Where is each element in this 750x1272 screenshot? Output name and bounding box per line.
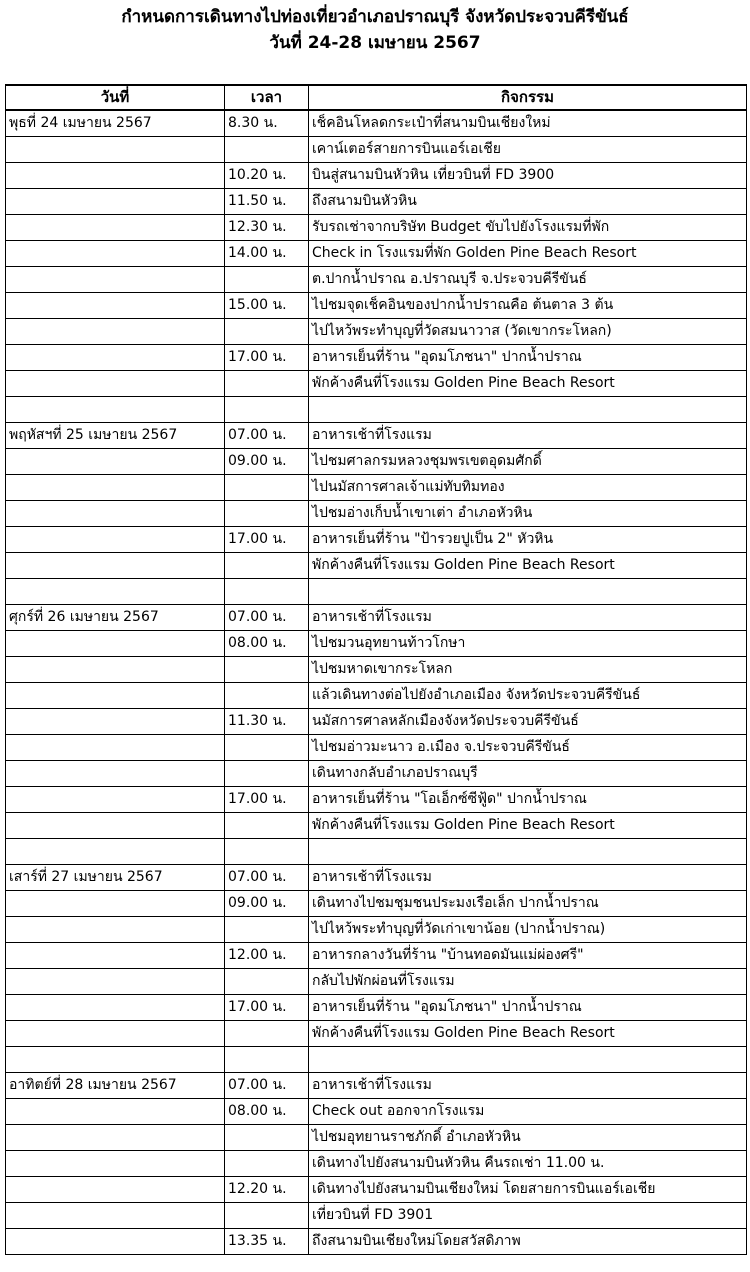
activity-cell: ไปไหว้พระทำบุญที่วัดสมนาวาส (วัดเขากระโหลก)	[309, 319, 747, 345]
table-row	[6, 293, 747, 319]
day-cell	[6, 1203, 225, 1229]
time-cell: 17.00 น.	[225, 787, 309, 813]
time-cell: 12.00 น.	[225, 943, 309, 969]
activity-cell: เคาน์เตอร์สายการบินแอร์เอเชีย	[309, 137, 747, 163]
activity-cell: ไปชมศาลกรมหลวงชุมพรเขตอุดมศักดิ์	[309, 449, 747, 475]
time-cell	[225, 1021, 309, 1047]
header-time: เวลา	[225, 85, 309, 110]
table-row	[6, 761, 747, 787]
time-cell	[225, 1151, 309, 1177]
day-cell	[6, 475, 225, 501]
table-row	[6, 423, 747, 449]
day-cell	[6, 1177, 225, 1203]
activity-cell: อาหารเย็นที่ร้าน "อุดมโภชนา" ปากน้ำปราณ	[309, 345, 747, 371]
day-cell	[6, 1229, 225, 1255]
time-cell: 14.00 น.	[225, 241, 309, 267]
day-cell	[6, 553, 225, 579]
time-cell: 07.00 น.	[225, 605, 309, 631]
table-row	[6, 1203, 747, 1229]
activity-cell: พักค้างคืนที่โรงแรม Golden Pine Beach Resort	[309, 553, 747, 579]
header-activity: กิจกรรม	[309, 85, 747, 110]
table-row	[6, 163, 747, 189]
table-row	[6, 345, 747, 371]
activity-cell: อาหารเช้าที่โรงแรม	[309, 423, 747, 449]
day-cell	[6, 631, 225, 657]
day-cell: อาทิตย์ที่ 28 เมษายน 2567	[6, 1073, 225, 1099]
activity-cell: เดินทางกลับอำเภอปราณบุรี	[309, 761, 747, 787]
day-cell	[6, 397, 225, 423]
table-row	[6, 319, 747, 345]
table-row	[6, 969, 747, 995]
day-cell	[6, 761, 225, 787]
time-cell: 17.00 น.	[225, 995, 309, 1021]
time-cell: 11.50 น.	[225, 189, 309, 215]
time-cell	[225, 917, 309, 943]
table-row	[6, 1229, 747, 1255]
day-cell	[6, 579, 225, 605]
time-cell	[225, 1125, 309, 1151]
day-cell	[6, 527, 225, 553]
day-cell	[6, 943, 225, 969]
activity-cell: เดินทางไปยังสนามบินหัวหิน คืนรถเช่า 11.00 น.	[309, 1151, 747, 1177]
table-row	[6, 1073, 747, 1099]
activity-cell: ไปชมหาดเขากระโหลก	[309, 657, 747, 683]
table-row	[6, 449, 747, 475]
activity-cell: Check in โรงแรมที่พัก Golden Pine Beach Resort	[309, 241, 747, 267]
day-cell	[6, 345, 225, 371]
table-row	[6, 397, 747, 423]
table-row	[6, 891, 747, 917]
day-cell	[6, 371, 225, 397]
document-subtitle-dates: วันที่ 24-28 เมษายน 2567	[269, 33, 481, 53]
activity-cell: ถึงสนามบินเชียงใหม่โดยสวัสดิภาพ	[309, 1229, 747, 1255]
itinerary-body	[6, 110, 747, 1255]
day-cell	[6, 163, 225, 189]
day-cell	[6, 891, 225, 917]
table-row	[6, 839, 747, 865]
day-cell	[6, 813, 225, 839]
time-cell	[225, 553, 309, 579]
day-cell: พฤหัสฯที่ 25 เมษายน 2567	[6, 423, 225, 449]
day-cell	[6, 189, 225, 215]
time-cell: 12.20 น.	[225, 1177, 309, 1203]
time-cell	[225, 137, 309, 163]
day-cell	[6, 683, 225, 709]
day-cell	[6, 1021, 225, 1047]
table-row	[6, 1125, 747, 1151]
time-cell	[225, 969, 309, 995]
activity-cell: พักค้างคืนที่โรงแรม Golden Pine Beach Resort	[309, 1021, 747, 1047]
table-row	[6, 1151, 747, 1177]
activity-cell: อาหารเช้าที่โรงแรม	[309, 605, 747, 631]
activity-cell: อาหารเย็นที่ร้าน "ป้ารวยปูเป็น 2" หัวหิน	[309, 527, 747, 553]
day-cell	[6, 787, 225, 813]
day-cell: เสาร์ที่ 27 เมษายน 2567	[6, 865, 225, 891]
day-cell	[6, 839, 225, 865]
activity-cell: ต.ปากน้ำปราณ อ.ปราณบุรี จ.ประจวบคีรีขันธ์	[309, 267, 747, 293]
table-row	[6, 215, 747, 241]
day-cell	[6, 241, 225, 267]
day-cell	[6, 1047, 225, 1073]
time-cell: 17.00 น.	[225, 345, 309, 371]
time-cell	[225, 839, 309, 865]
activity-cell	[309, 397, 747, 423]
day-cell	[6, 1099, 225, 1125]
time-cell	[225, 579, 309, 605]
activity-cell: นมัสการศาลหลักเมืองจังหวัดประจวบคีรีขันธ์	[309, 709, 747, 735]
activity-cell: ไปชมวนอุทยานท้าวโกษา	[309, 631, 747, 657]
day-cell: พุธที่ 24 เมษายน 2567	[6, 110, 225, 137]
time-cell: 07.00 น.	[225, 1073, 309, 1099]
day-cell	[6, 917, 225, 943]
activity-cell: Check out ออกจากโรงแรม	[309, 1099, 747, 1125]
activity-cell: กลับไปพักผ่อนที่โรงแรม	[309, 969, 747, 995]
time-cell: 07.00 น.	[225, 865, 309, 891]
activity-cell	[309, 839, 747, 865]
time-cell: 13.35 น.	[225, 1229, 309, 1255]
table-row	[6, 995, 747, 1021]
time-cell: 15.00 น.	[225, 293, 309, 319]
time-cell	[225, 813, 309, 839]
time-cell: 09.00 น.	[225, 449, 309, 475]
activity-cell	[309, 579, 747, 605]
time-cell: 17.00 น.	[225, 527, 309, 553]
activity-cell: อาหารกลางวันที่ร้าน "บ้านทอดมันแม่ผ่องศรี"	[309, 943, 747, 969]
time-cell: 08.00 น.	[225, 1099, 309, 1125]
day-cell	[6, 501, 225, 527]
activity-cell: พักค้างคืนที่โรงแรม Golden Pine Beach Resort	[309, 371, 747, 397]
activity-cell	[309, 1047, 747, 1073]
day-cell	[6, 995, 225, 1021]
activity-cell: ไปชมจุดเช็คอินของปากน้ำปราณคือ ต้นตาล 3 ต้น	[309, 293, 747, 319]
header-day: วันที่	[6, 85, 225, 110]
day-cell	[6, 709, 225, 735]
day-cell	[6, 215, 225, 241]
day-cell	[6, 319, 225, 345]
activity-cell: เที่ยวบินที่ FD 3901	[309, 1203, 747, 1229]
time-cell: 11.30 น.	[225, 709, 309, 735]
activity-cell: รับรถเช่าจากบริษัท Budget ขับไปยังโรงแรมที่พัก	[309, 215, 747, 241]
day-cell	[6, 293, 225, 319]
activity-cell: เดินทางไปยังสนามบินเชียงใหม่ โดยสายการบินแอร์เอเชีย	[309, 1177, 747, 1203]
time-cell	[225, 761, 309, 787]
table-row	[6, 241, 747, 267]
table-row	[6, 813, 747, 839]
table-row	[6, 189, 747, 215]
table-row	[6, 1177, 747, 1203]
time-cell	[225, 319, 309, 345]
activity-cell: เช็คอินโหลดกระเป๋าที่สนามบินเชียงใหม่	[309, 110, 747, 137]
table-row	[6, 137, 747, 163]
time-cell	[225, 683, 309, 709]
activity-cell: อาหารเช้าที่โรงแรม	[309, 1073, 747, 1099]
activity-cell: ไปชมอ่างเก็บน้ำเขาเต่า อำเภอหัวหิน	[309, 501, 747, 527]
activity-cell: เดินทางไปชมชุมชนประมงเรือเล็ก ปากน้ำปราณ	[309, 891, 747, 917]
time-cell: 09.00 น.	[225, 891, 309, 917]
table-row	[6, 735, 747, 761]
time-cell	[225, 267, 309, 293]
table-row	[6, 501, 747, 527]
time-cell	[225, 735, 309, 761]
table-row	[6, 553, 747, 579]
time-cell	[225, 371, 309, 397]
day-cell	[6, 1151, 225, 1177]
day-cell	[6, 449, 225, 475]
table-row	[6, 579, 747, 605]
activity-cell: ไปนมัสการศาลเจ้าแม่ทับทิมทอง	[309, 475, 747, 501]
itinerary-table	[5, 84, 747, 1255]
activity-cell: แล้วเดินทางต่อไปยังอำเภอเมือง จังหวัดประจวบคีรีขันธ์	[309, 683, 747, 709]
time-cell: 10.20 น.	[225, 163, 309, 189]
table-row	[6, 865, 747, 891]
document-title: กำหนดการเดินทางไปท่องเที่ยวอำเภอปราณบุรี จังหวัดประจวบคีรีขันธ์	[121, 7, 629, 27]
activity-cell: บินสู่สนามบินหัวหิน เที่ยวบินที่ FD 3900	[309, 163, 747, 189]
table-row	[6, 1047, 747, 1073]
time-cell	[225, 1203, 309, 1229]
day-cell	[6, 267, 225, 293]
time-cell: 12.30 น.	[225, 215, 309, 241]
table-row	[6, 1099, 747, 1125]
table-header-row	[6, 85, 747, 110]
table-row	[6, 657, 747, 683]
table-row	[6, 110, 747, 137]
table-row	[6, 709, 747, 735]
table-row	[6, 1021, 747, 1047]
table-row	[6, 267, 747, 293]
activity-cell: ไปชมอ่าวมะนาว อ.เมือง จ.ประจวบคีรีขันธ์	[309, 735, 747, 761]
time-cell	[225, 501, 309, 527]
time-cell: 8.30 น.	[225, 110, 309, 137]
time-cell: 07.00 น.	[225, 423, 309, 449]
table-row	[6, 683, 747, 709]
table-row	[6, 527, 747, 553]
activity-cell: อาหารเช้าที่โรงแรม	[309, 865, 747, 891]
table-row	[6, 787, 747, 813]
day-cell: ศุกร์ที่ 26 เมษายน 2567	[6, 605, 225, 631]
time-cell: 08.00 น.	[225, 631, 309, 657]
table-row	[6, 371, 747, 397]
activity-cell: อาหารเย็นที่ร้าน "โอเอ็กซ์ซีฟู้ด" ปากน้ำปราณ	[309, 787, 747, 813]
day-cell	[6, 969, 225, 995]
table-row	[6, 475, 747, 501]
table-row	[6, 917, 747, 943]
activity-cell: ถึงสนามบินหัวหิน	[309, 189, 747, 215]
table-row	[6, 631, 747, 657]
time-cell	[225, 657, 309, 683]
day-cell	[6, 657, 225, 683]
day-cell	[6, 1125, 225, 1151]
day-cell	[6, 735, 225, 761]
activity-cell: ไปชมอุทยานราชภักดิ์ อำเภอหัวหิน	[309, 1125, 747, 1151]
table-row	[6, 943, 747, 969]
table-row	[6, 605, 747, 631]
day-cell	[6, 137, 225, 163]
activity-cell: พักค้างคืนที่โรงแรม Golden Pine Beach Resort	[309, 813, 747, 839]
time-cell	[225, 397, 309, 423]
time-cell	[225, 475, 309, 501]
activity-cell: อาหารเย็นที่ร้าน "อุดมโภชนา" ปากน้ำปราณ	[309, 995, 747, 1021]
time-cell	[225, 1047, 309, 1073]
activity-cell: ไปไหว้พระทำบุญที่วัดเก่าเขาน้อย (ปากน้ำปราณ)	[309, 917, 747, 943]
